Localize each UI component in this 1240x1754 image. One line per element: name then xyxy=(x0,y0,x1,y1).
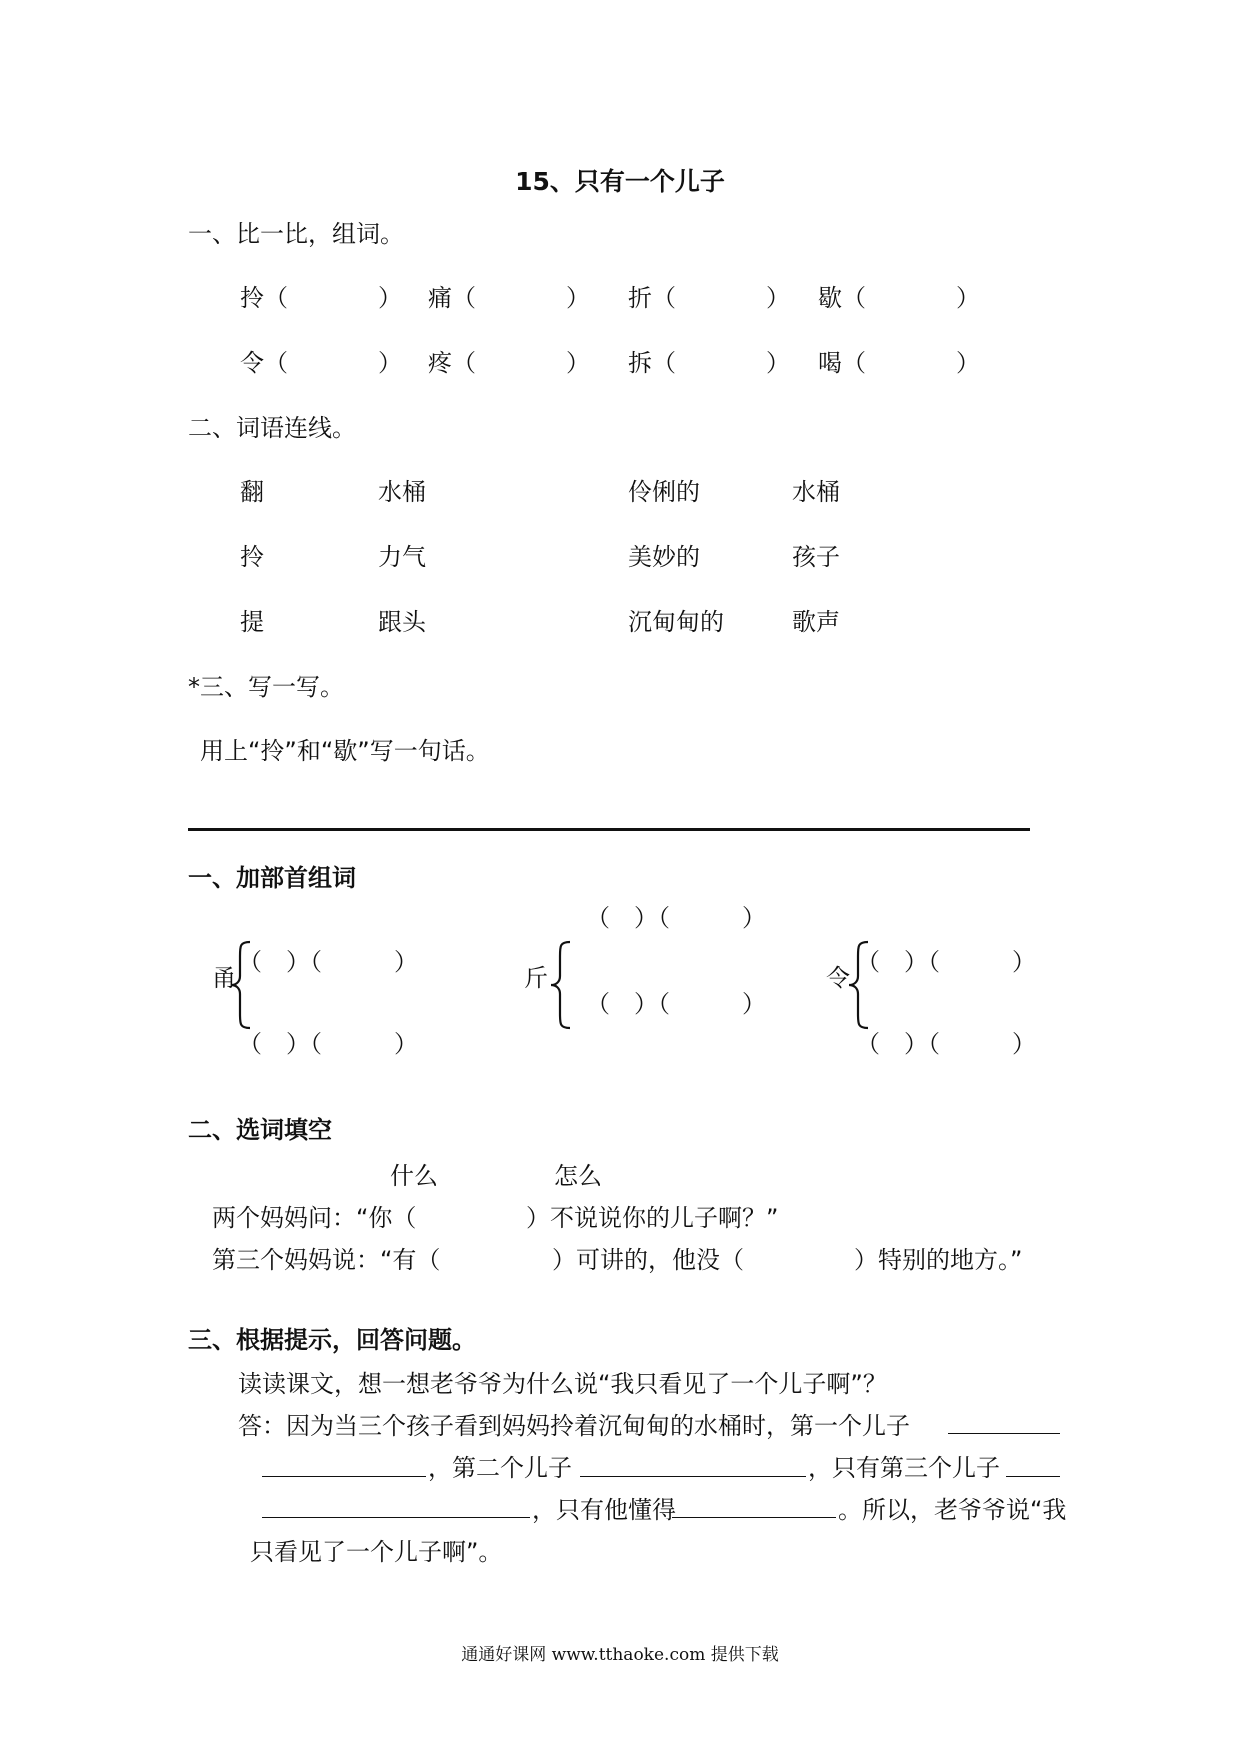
compare-close: ） xyxy=(766,284,790,312)
page-title: 15、只有一个儿子 xyxy=(515,167,725,196)
fill-text: ）不说说你的儿子啊？” xyxy=(526,1204,779,1232)
compare-item: 喝（ xyxy=(818,349,866,377)
compare-close: ） xyxy=(378,349,402,377)
match-word: 跟头 xyxy=(378,608,426,636)
radical-char: 甬 xyxy=(212,964,236,992)
fill-text: ）特别的地方。” xyxy=(854,1246,1023,1274)
compare-close: ） xyxy=(566,284,590,312)
match-word: 提 xyxy=(240,608,264,636)
section-heading-answer: 三、根据提示，回答问题。 xyxy=(188,1326,476,1354)
match-word: 拎 xyxy=(240,543,264,571)
match-word: 美妙的 xyxy=(628,543,700,571)
radical-blank-top: （ ）（ ） xyxy=(856,948,1036,976)
radical-blank-bottom: （ ）（ ） xyxy=(856,1030,1036,1058)
compare-item: 折（ xyxy=(628,284,676,312)
answer-blank xyxy=(262,1517,530,1518)
fill-text: 两个妈妈问：“你（ xyxy=(212,1204,417,1232)
answer-text: 只看见了一个儿子啊”。 xyxy=(250,1538,503,1566)
answer-text: 答：因为当三个孩子看到妈妈拎着沉甸甸的水桶时，第一个儿子 xyxy=(238,1412,910,1440)
match-word: 水桶 xyxy=(378,478,426,506)
radical-blank-bottom: （ ）（ ） xyxy=(238,1030,418,1058)
brace-icon xyxy=(548,940,574,1030)
answer-text: 。所以，老爷爷说“我 xyxy=(838,1496,1067,1524)
compare-close: ） xyxy=(766,349,790,377)
match-word: 沉甸甸的 xyxy=(628,608,724,636)
choice-word: 什么 xyxy=(390,1162,438,1190)
radical-char: 斤 xyxy=(524,964,548,992)
compare-item: 拆（ xyxy=(628,349,676,377)
match-word: 歌声 xyxy=(792,608,840,636)
radical-blank-middle: （ ）（ ） xyxy=(586,990,766,1018)
compare-close: ） xyxy=(378,284,402,312)
section-heading-radical: 一、加部首组词 xyxy=(188,864,356,892)
match-word: 伶俐的 xyxy=(628,478,700,506)
fill-text: 第三个妈妈说：“有（ xyxy=(212,1246,441,1274)
answer-blank xyxy=(1006,1476,1060,1477)
question-text: 读读课文，想一想老爷爷为什么说“我只看见了一个儿子啊”？ xyxy=(238,1370,887,1398)
choice-word: 怎么 xyxy=(554,1162,602,1190)
compare-item: 歇（ xyxy=(818,284,866,312)
section-heading-fill: 二、选词填空 xyxy=(188,1116,332,1144)
match-word: 孩子 xyxy=(792,543,840,571)
radical-char: 令 xyxy=(826,964,850,992)
compare-close: ） xyxy=(566,349,590,377)
write-prompt: 用上“拎”和“歇”写一句话。 xyxy=(200,737,490,765)
section-divider xyxy=(188,828,1030,831)
compare-close: ） xyxy=(956,349,980,377)
radical-blank-top: （ ）（ ） xyxy=(238,948,418,976)
section-heading-match: 二、词语连线。 xyxy=(188,414,356,442)
compare-item: 痛（ xyxy=(428,284,476,312)
answer-text: ，第二个儿子 xyxy=(428,1454,572,1482)
answer-blank xyxy=(948,1433,1060,1434)
compare-item: 令（ xyxy=(240,349,288,377)
compare-item: 疼（ xyxy=(428,349,476,377)
match-word: 水桶 xyxy=(792,478,840,506)
match-word: 力气 xyxy=(378,543,426,571)
section-heading-write: *三、写一写。 xyxy=(188,673,344,701)
section-heading-compare: 一、比一比，组词。 xyxy=(188,220,404,248)
fill-text: ）可讲的，他没（ xyxy=(552,1246,744,1274)
answer-blank xyxy=(580,1476,806,1477)
match-word: 翻 xyxy=(240,478,264,506)
compare-item: 拎（ xyxy=(240,284,288,312)
answer-blank xyxy=(262,1476,426,1477)
answer-blank xyxy=(672,1517,836,1518)
footer-text: 通通好课网 www.tthaoke.com 提供下载 xyxy=(461,1645,779,1665)
answer-text: ，只有他懂得 xyxy=(532,1496,676,1524)
radical-blank-upper: （ ）（ ） xyxy=(586,904,766,932)
compare-close: ） xyxy=(956,284,980,312)
answer-text: ，只有第三个儿子 xyxy=(808,1454,1000,1482)
